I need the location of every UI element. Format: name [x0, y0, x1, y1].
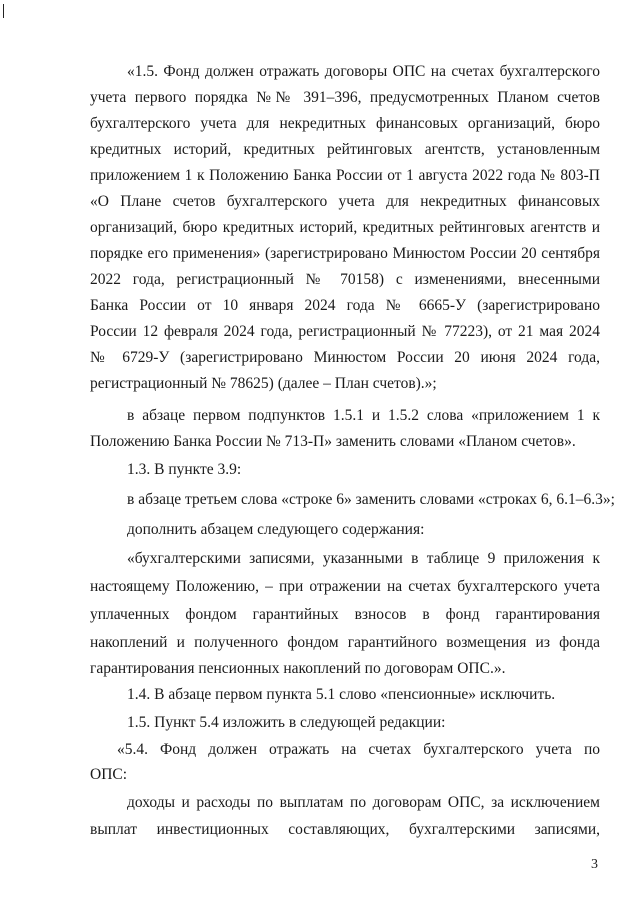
text-line: «1.5. Фонд должен отражать договоры ОПС на счетах бухгалтерского — [127, 63, 600, 80]
text-line: уплаченных фондом гарантийных взносов в фонд гарантирования — [90, 606, 600, 623]
page-number: 3 — [591, 857, 598, 872]
text-line: настоящему Положению, – при отражении на счетах бухгалтерского учета — [90, 578, 600, 595]
text-line: 2022 года, регистрационный № 70158) с изменениями, внесенными — [90, 271, 600, 288]
text-line: 1.4. В абзаце первом пункта 5.1 слово «пенсионные» исключить. — [127, 686, 556, 703]
text-line: в абзаце первом подпунктов 1.5.1 и 1.5.2 слова «приложением 1 к — [127, 407, 600, 424]
text-line: ОПС: — [90, 766, 128, 783]
text-line: бухгалтерского учета для некредитных финансовых организаций, бюро — [90, 115, 600, 132]
text-line: Банка России от 10 января 2024 года № 6665-У (зарегистрировано — [90, 297, 600, 314]
text-line: «О Плане счетов бухгалтерского учета для некредитных финансовых — [90, 193, 600, 210]
text-line: учета первого порядка №№ 391–396, предусмотренных Планом счетов — [90, 89, 600, 106]
text-line: выплат инвестиционных составляющих, бухгалтерскими записями, — [90, 821, 600, 838]
text-line: «5.4. Фонд должен отражать на счетах бухгалтерского учета по — [117, 741, 600, 758]
text-line: накоплений и полученного фондом гарантийного возмещения из фонда — [90, 634, 600, 651]
text-line: 1.3. В пункте 3.9: — [127, 461, 242, 478]
text-line: дополнить абзацем следующего содержания: — [127, 521, 425, 538]
text-line: регистрационный № 78625) (далее – План счетов).»; — [90, 375, 437, 392]
text-line: доходы и расходы по выплатам по договорам ОПС, за исключением — [127, 794, 600, 811]
text-line: гарантирования пенсионных накоплений по договорам ОПС.». — [90, 660, 506, 677]
text-line: 1.5. Пункт 5.4 изложить в следующей редакции: — [127, 714, 446, 731]
text-line: организаций, бюро кредитных историй, кредитных рейтинговых агентств и — [90, 219, 600, 236]
text-line: Положению Банка России № 713-П» заменить словами «Планом счетов». — [90, 433, 576, 450]
text-line: России 12 февраля 2024 года, регистрационный № 77223), от 21 мая 2024 — [90, 323, 600, 340]
text-line: «бухгалтерскими записями, указанными в таблице 9 приложения к — [127, 550, 600, 567]
text-line: кредитных историй, кредитных рейтинговых агентств, установленным — [90, 141, 600, 158]
text-line: в абзаце третьем слова «строке 6» заменить словами «строках 6, 6.1–6.3»; — [127, 491, 615, 508]
text-line: № 6729-У (зарегистрировано Минюстом России 20 июня 2024 года, — [90, 349, 600, 366]
text-line: порядке его применения» (зарегистрировано Минюстом России 20 сентября — [90, 245, 600, 262]
text-line: приложением 1 к Положению Банка России от 1 августа 2022 года № 803-П — [90, 167, 600, 184]
margin-mark — [3, 4, 4, 18]
